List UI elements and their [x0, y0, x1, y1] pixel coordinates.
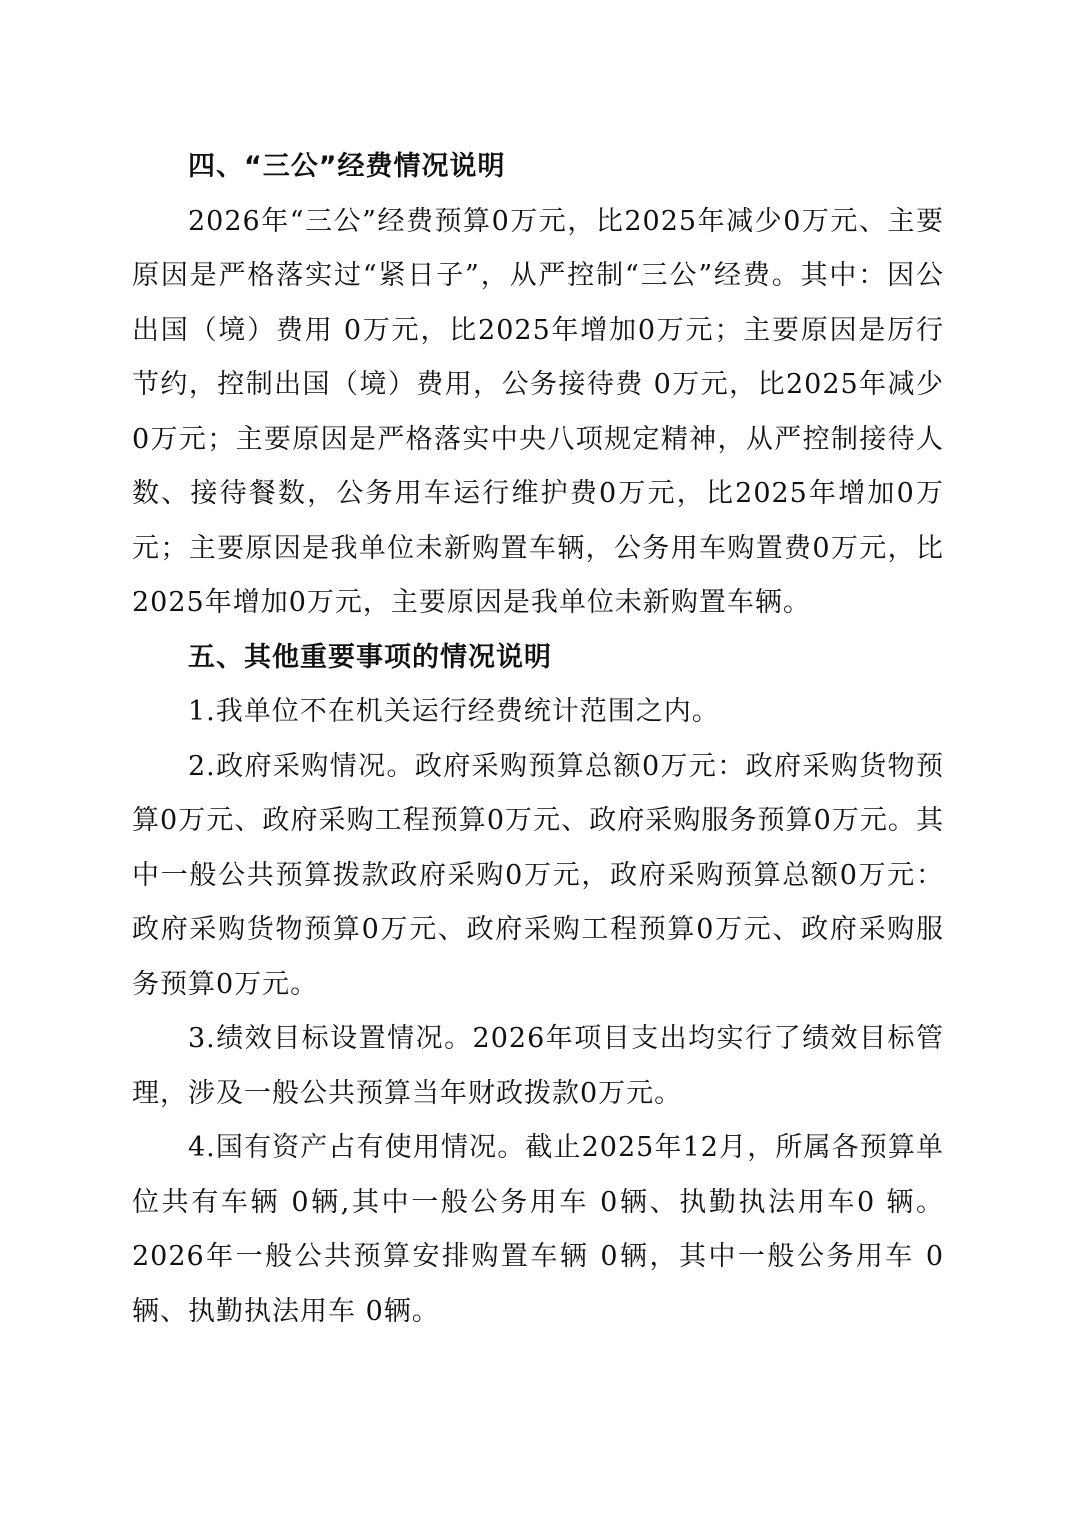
paragraph-performance-targets: 3.绩效目标设置情况。2026年项目支出均实行了绩效目标管理，涉及一般公共预算当年财政拨款0万元。: [132, 1023, 944, 1109]
paragraph-government-procurement: 2.政府采购情况。政府采购预算总额0万元：政府采购货物预算0万元、政府采购工程预算0万元、政府采购服务预算0万元。其中一般公共预算拨款政府采购0万元，政府采购预算总额0万元：政府采购货物预算0万元、政府采购工程预算0万元、政府采购服务预算0万元。: [132, 750, 944, 1000]
section-heading-other-matters: 五、其他重要事项的情况说明: [188, 641, 552, 673]
section-heading-three-public-expenses: 四、“三公”经费情况说明: [188, 151, 506, 182]
paragraph-operating-expenses: 1.我单位不在机关运行经费统计范围之内。: [188, 696, 720, 727]
paragraph-state-assets: 4.国有资产占有使用情况。截止2025年12月，所属各预算单位共有车辆 0辆,其中一般公务用车 0辆、执勤执法用车0 辆。2026年一般公共预算安排购置车辆 0辆，其中一般公务用车 0辆、执勤执法用车 0辆。: [132, 1132, 944, 1327]
paragraph-three-public-expenses: 2026年“三公”经费预算0万元，比2025年减少0万元、主要原因是严格落实过“紧日子”，从严控制“三公”经费。其中：因公出国（境）费用 0万元，比2025年增加0万元；主要原因是厉行节约，控制出国（境）费用，公务接待费 0万元，比2025年减少0万元；主要原因是严格落实中央八项规定精神，从严控制接待人数、接待餐数，公务用车运行维护费0万元，比2025年增加0万元；主要原因是我单位未新购置车辆，公务用车购置费0万元，比2025年增加0万元，主要原因是我单位未新购置车辆。: [132, 205, 944, 618]
document-body: [132, 140, 944, 1339]
